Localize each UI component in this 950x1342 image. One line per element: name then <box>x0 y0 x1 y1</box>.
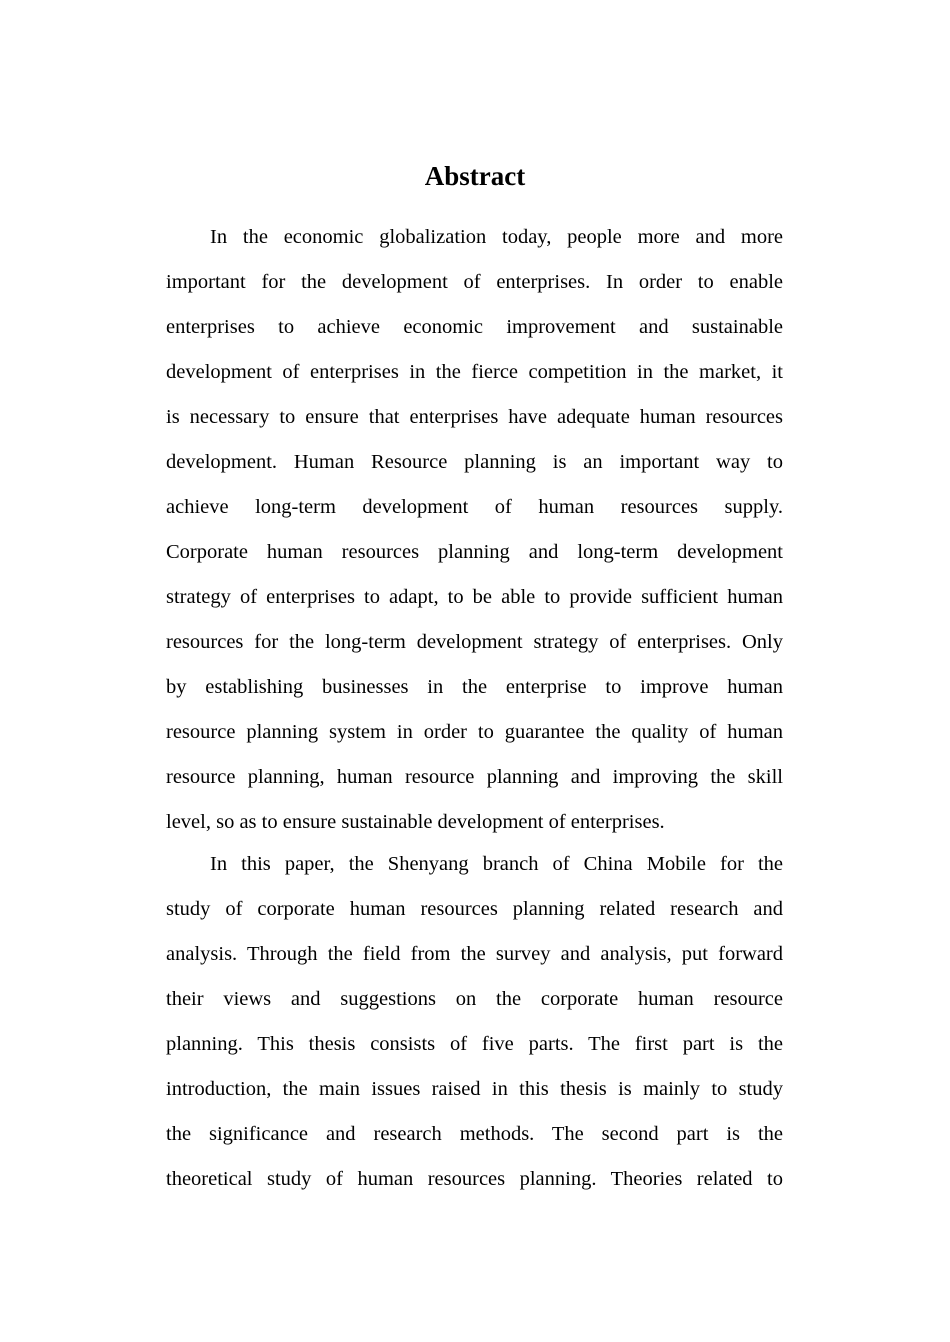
text-line: achieve long-term development of human resources supply. <box>166 496 783 518</box>
paragraph-1 <box>166 218 783 848</box>
text-line: strategy of enterprises to adapt, to be able to provide sufficient human <box>166 586 783 608</box>
text-line: by establishing businesses in the enterprise to improve human <box>166 676 783 698</box>
text-line: introduction, the main issues raised in this thesis is mainly to study <box>166 1078 783 1100</box>
text-line: the significance and research methods. The second part is the <box>166 1123 783 1145</box>
text-line: important for the development of enterprises. In order to enable <box>166 271 783 293</box>
paragraph-2 <box>166 845 783 1205</box>
text-line: In the economic globalization today, people more and more <box>210 226 783 248</box>
text-line: resources for the long-term development strategy of enterprises. Only <box>166 631 783 653</box>
text-line: planning. This thesis consists of five parts. The first part is the <box>166 1033 783 1055</box>
text-line: resource planning system in order to guarantee the quality of human <box>166 721 783 743</box>
page-title: Abstract <box>424 161 526 191</box>
text-line: theoretical study of human resources planning. Theories related to <box>166 1168 783 1190</box>
text-line: enterprises to achieve economic improvement and sustainable <box>166 316 783 338</box>
text-line: level, so as to ensure sustainable development of enterprises. <box>166 811 665 833</box>
abstract-body <box>166 218 783 1205</box>
text-line: In this paper, the Shenyang branch of China Mobile for the <box>210 853 783 875</box>
text-line: analysis. Through the field from the survey and analysis, put forward <box>166 943 783 965</box>
text-line: Corporate human resources planning and long-term development <box>166 541 783 563</box>
text-line: their views and suggestions on the corporate human resource <box>166 988 783 1010</box>
text-line: development of enterprises in the fierce competition in the market, it <box>166 361 783 383</box>
text-line: resource planning, human resource planning and improving the skill <box>166 766 783 788</box>
text-line: is necessary to ensure that enterprises have adequate human resources <box>166 406 783 428</box>
text-line: development. Human Resource planning is an important way to <box>166 451 783 473</box>
text-line: study of corporate human resources planning related research and <box>166 898 783 920</box>
